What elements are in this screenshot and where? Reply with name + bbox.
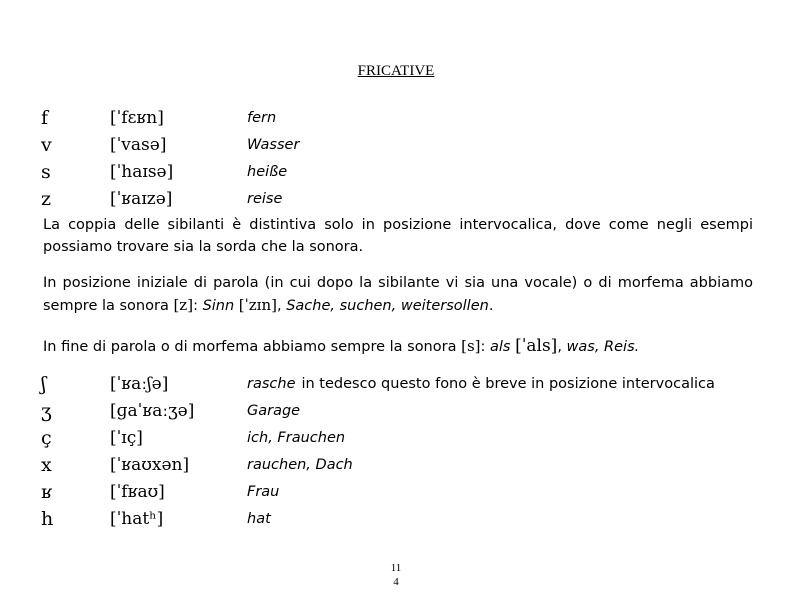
ipa-transcription: [ˈvasə] [110,135,167,155]
example-word: Wasser [247,137,300,153]
page-title: FRICATIVE [357,63,435,79]
phoneme-symbol: x [41,454,52,476]
phoneme-symbol: f [41,107,49,129]
paragraph-distinctive: La coppia delle sibilanti è distintiva solo in posizione intervocalica, dove come negli esempi possiamo trovare sia la sorda che la sonora. [43,217,753,255]
ipa-transcription: [ˈzɪn] [238,296,277,314]
phoneme-symbol: ç [41,427,52,449]
phoneme-symbol: v [41,134,52,156]
note-text: in tedesco questo fono è breve in posizione intervocalica [301,376,715,392]
example-word: ich, Frauchen [247,430,346,446]
phoneme-row [0,426,792,450]
paragraph-text: In posizione iniziale di parola (in cui dopo la sibilante vi sia una vocale) o di morfema abbiamo sempre la sonora [43,275,753,314]
example-word: hat [247,511,271,527]
phoneme-row [0,133,792,157]
phoneme-row [0,507,792,531]
separator: , [557,339,567,355]
colon: : [193,298,203,314]
paragraph-initial-position [43,272,753,317]
example-word: Sinn [202,298,235,314]
ipa-transcription: [ˈfɛʁn] [110,108,164,128]
page-number-line: 11 [390,562,402,574]
phoneme-row [0,399,792,423]
ipa-transcription: [ˈʁaːʃə] [110,374,169,394]
example-word: heiße [247,164,288,180]
page-number [388,561,404,589]
paragraph-final-position [43,335,753,358]
phoneme-row [0,187,792,211]
phoneme-symbol: ʁ [41,481,53,503]
example-word: fern [247,110,277,126]
phoneme-symbol: h [41,508,54,530]
phoneme-symbol: ʒ [41,400,52,422]
ipa-transcription: [ˈfʁaʊ] [110,482,165,502]
separator: , [277,298,287,314]
example-word: rasche [247,376,296,392]
ipa-transcription: [ˈhaɪsə] [110,162,174,182]
phoneme-row [0,106,792,130]
colon: : [480,339,490,355]
ipa-sonorous: [z] [173,296,194,314]
ipa-transcription: [ˈɪç] [110,428,143,448]
ipa-transcription: [ˈʁaɪzə] [110,189,173,209]
example-words: Sache, suchen, weitersollen [286,298,489,314]
page-number-line: 4 [393,576,399,588]
example-words: was, Reis. [566,339,640,355]
ipa-transcription: [ˈals] [515,336,558,356]
phoneme-row [0,372,792,396]
phoneme-row [0,453,792,477]
example-word: Garage [247,403,301,419]
period: . [488,298,494,314]
phoneme-symbol: ʃ [41,373,47,395]
phoneme-symbol: s [41,161,51,183]
example-word-with-note [247,372,715,396]
paragraph-text: In fine di parola o di morfema abbiamo sempre la sonora [43,339,462,355]
ipa-transcription: [ˈʁaʊxən] [110,455,190,475]
example-word: Frau [247,484,280,500]
ipa-voiceless: [s] [461,337,481,355]
example-word: rauchen, Dach [247,457,353,473]
phoneme-row [0,160,792,184]
example-word: als [490,339,511,355]
ipa-transcription: [ɡaˈʁaːʒə] [110,401,195,421]
example-word: reise [247,191,283,207]
ipa-transcription: [ˈhatʰ] [110,509,164,529]
phoneme-symbol: z [41,188,52,210]
phoneme-row [0,480,792,504]
